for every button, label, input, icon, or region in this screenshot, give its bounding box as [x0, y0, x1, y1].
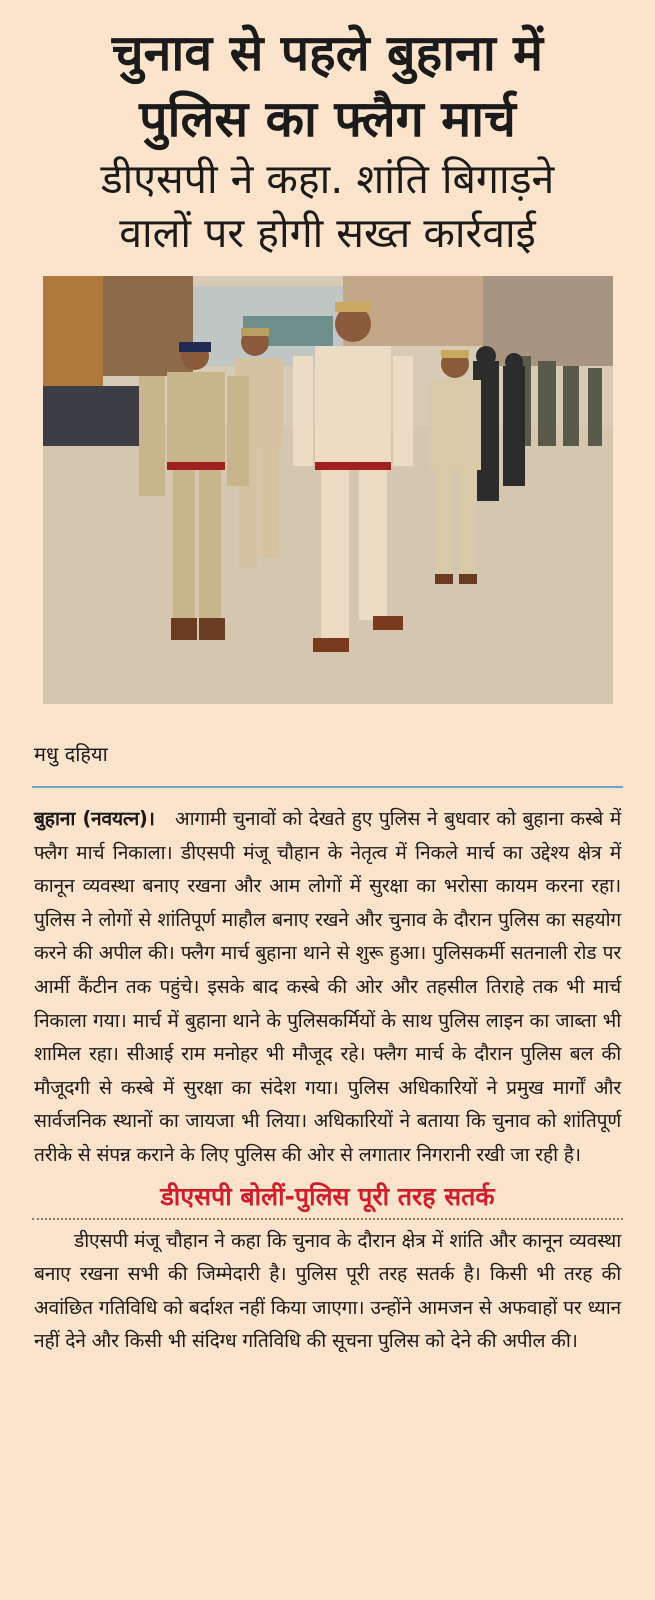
- dotted-divider: [32, 1218, 623, 1220]
- subheadline-line-2: वालों पर होगी सख्त कार्रवाई: [119, 209, 536, 257]
- headline-line-1: चुनाव से पहले बुहाना में: [111, 24, 544, 82]
- police-march-photo: [43, 276, 613, 704]
- article-subhead: डीएसपी बोलीं-पुलिस पूरी तरह सतर्क: [160, 1181, 495, 1211]
- article-paragraph-2: डीएसपी मंजू चौहान ने कहा कि चुनाव के दौरान क्षेत्र में शांति और कानून व्यवस्था बनाए रखना सभी की जिम्मेदारी है। पुलिस पूरी तरह सतर्क है। किसी भी तरह की अवांछित गतिविधि को बर्दाश्त नहीं किया जाएगा। उन्होंने आमजन से अफवाहों पर ध्यान नहीं देने और किसी भी संदिग्ध गतिविधि की सूचना पुलिस को देने की अपील की।: [34, 1228, 621, 1353]
- subheadline-line-1: डीएसपी ने कहा. शांति बिगाड़ने: [100, 155, 555, 203]
- news-photo: [43, 276, 613, 704]
- dateline: बुहाना (नवयत्न)।: [34, 807, 155, 830]
- headline-line-2: पुलिस का फ्लैग मार्च: [139, 90, 516, 148]
- byline: मधु दहिया: [34, 742, 108, 766]
- article-paragraph-1-text: आगामी चुनावों को देखते हुए पुलिस ने बुधवार को बुहाना कस्बे में फ्लैग मार्च निकाला। डीएसपी मंजू चौहान के नेतृत्व में निकले मार्च का उद्देश्य क्षेत्र में कानून व्यवस्था बनाए रखना और आम लोगों में सुरक्षा का भरोसा कायम करना रहा। पुलिस ने लोगों से शांतिपूर्ण माहौल बनाए रखने और चुनाव के दौरान पुलिस का सहयोग करने की अपील की। फ्लैग मार्च बुहाना थाने से शुरू हुआ। पुलिसकर्मी सतनाली रोड पर आर्मी कैंटीन तक पहुंचे। इसके बाद कस्बे की ओर और तहसील तिराहे तक भी मार्च निकाला गया। मार्च में बुहाना थाने के पुलिसकर्मियों के साथ पुलिस लाइन का जाब्ता भी शामिल रहा। सीआई राम मनोहर भी मौजूद रहे। फ्लैग मार्च के दौरान पुलिस बल की मौजूदगी से कस्बे में सुरक्षा का संदेश गया। पुलिस अधिकारियों ने प्रमुख मार्गों और सार्वजनिक स्थानों का जायजा भी लिया। अधिकारियों ने बताया कि चुनाव को शांतिपूर्ण तरीके से संपन्न कराने के लिए पुलिस की ओर से लगातार निगरानी रखी जा रही है।: [34, 807, 621, 1166]
- divider: [32, 786, 623, 788]
- article-paragraph-1: [34, 802, 621, 1172]
